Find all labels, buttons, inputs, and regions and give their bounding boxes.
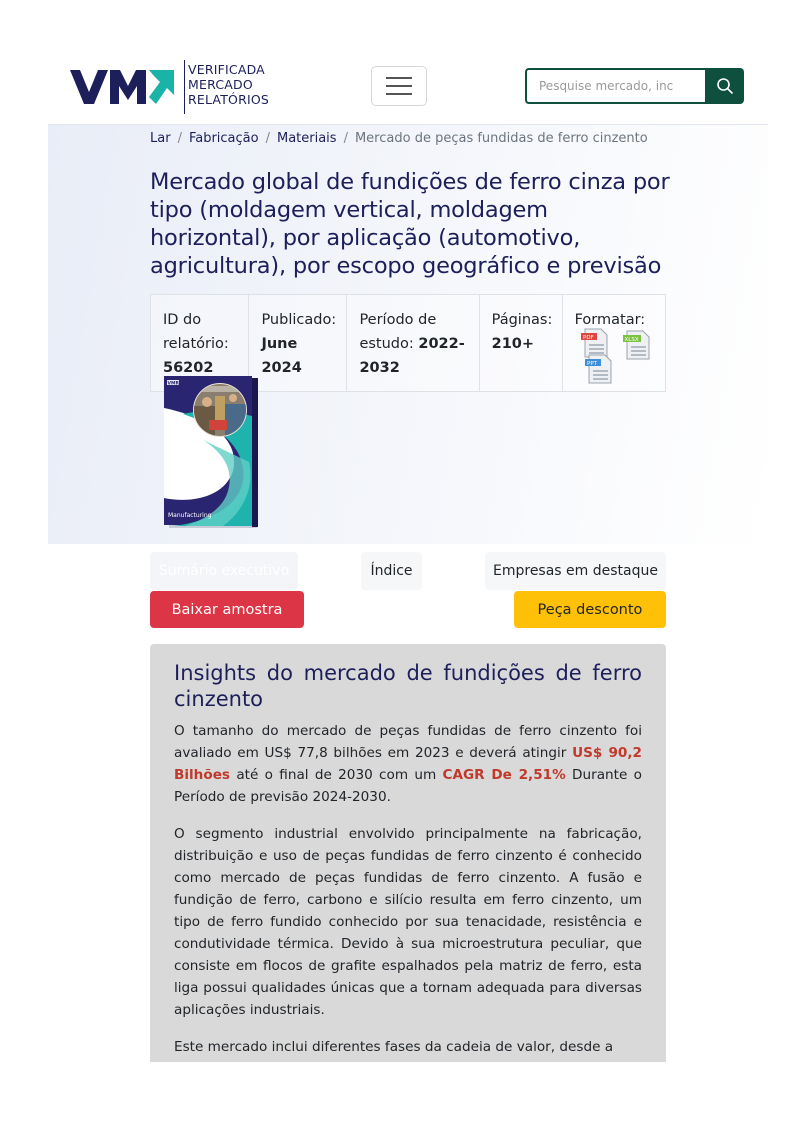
cover-caption: Manufacturing [168, 512, 212, 519]
search-input[interactable] [525, 68, 707, 104]
vmr-logo-icon [70, 70, 174, 104]
insights-heading: Insights do mercado de fundições de ferro cinzento [174, 661, 642, 711]
insights-paragraph-3: Este mercado inclui diferentes fases da cadeia de valor, desde a [174, 1039, 614, 1055]
search-form [525, 68, 744, 104]
published-label: Publicado: [261, 312, 337, 328]
breadcrumb-materials[interactable]: Materiais [276, 131, 337, 146]
site-logo[interactable] [70, 60, 270, 114]
insights-p1-text-a: O tamanho do mercado de peças fundidas de ferro cinzento foi avaliado em US$ 77,8 bilhões em 2023 e deverá atingir [174, 723, 642, 761]
search-icon [716, 77, 734, 95]
insights-paragraph-1 [174, 720, 642, 808]
cover-logo: VMR [167, 381, 179, 387]
xlsx-label: XLSX [624, 337, 639, 343]
file-format-icons [579, 327, 659, 387]
insights-paragraph-2: O segmento industrial envolvido principalmente na fabricação, distribuição e uso de peças fundidas de ferro cinzento é conhecido como mercado de peças fundidas de ferro cinzento. A fusão e fundição de ferro, carbono e silício resulta em ferro cinzento, um tipo de ferro fundido conhecido por sua tenacidade, resistência e condutividade térmica. Devido à sua microestrutura peculiar, que consiste em flocos de grafite espalhados pela matriz de ferro, esta liga possui qualidades únicas que a tornam adequada para diversas aplicações industriais. [174, 826, 642, 1018]
logo-line-2: MERCADO [188, 77, 253, 92]
pages-label: Páginas: [491, 312, 553, 328]
hamburger-icon [386, 77, 412, 79]
ppt-label: PPT [586, 361, 597, 367]
breadcrumb-home[interactable]: Lar [150, 131, 171, 146]
page-title: Mercado global de fundições de ferro cinza por tipo (moldagem vertical, moldagem horizontal), por aplicação (automotivo, agricultura), por escopo geográfico e previsão [150, 169, 670, 279]
report-id-value: 56202 [163, 360, 214, 376]
site-header [0, 0, 793, 124]
logo-divider [184, 60, 185, 114]
report-cover-image [163, 376, 259, 528]
logo-wordmark [188, 62, 288, 107]
logo-line-3: RELATÓRIOS [188, 92, 270, 107]
pages-value: 210+ [491, 336, 535, 352]
tab-index[interactable]: Índice [361, 552, 422, 590]
pdf-file-icon[interactable] [581, 329, 607, 357]
xlsx-file-icon[interactable] [623, 331, 649, 359]
study-period-cell [347, 295, 479, 391]
format-cell [563, 295, 665, 391]
breadcrumb-manufacturing[interactable]: Fabricação [188, 131, 259, 146]
search-button[interactable] [705, 68, 744, 104]
insights-p1-text-b: até o final de 2030 com um [230, 767, 443, 783]
breadcrumb-separator: / [177, 131, 182, 146]
cagr-highlight: CAGR De 2,51% [442, 767, 566, 783]
tab-featured-companies[interactable]: Empresas em destaque [485, 552, 666, 590]
ppt-file-icon[interactable] [585, 355, 611, 383]
study-period-value: 2022-2032 [359, 336, 465, 376]
published-cell [249, 295, 347, 391]
report-id-label: ID do relatório: [163, 312, 229, 352]
menu-toggle-button[interactable] [371, 66, 427, 106]
study-period-label: Período de estudo: [359, 312, 437, 352]
insights-p1-text-c: Durante o Período de previsão 2024-2030. [174, 767, 642, 805]
request-discount-button[interactable]: Peça desconto [514, 591, 666, 628]
breadcrumb-separator: / [343, 131, 348, 146]
tab-executive-summary[interactable]: Sumário executivo [150, 552, 298, 590]
hamburger-icon-bar [386, 93, 412, 95]
download-sample-button[interactable]: Baixar amostra [150, 591, 304, 628]
market-insights-section [150, 644, 666, 1062]
format-label: Formatar: [574, 312, 646, 328]
pages-cell [480, 295, 563, 391]
published-value: June 2024 [261, 336, 302, 376]
pdf-label: PDF [582, 335, 594, 341]
breadcrumb-separator: / [265, 131, 270, 146]
breadcrumb-current: Mercado de peças fundidas de ferro cinzento [354, 131, 648, 146]
market-value-highlight: US$ 90,2 Bilhões [174, 745, 642, 783]
logo-line-1: VERIFICADA [188, 62, 265, 77]
breadcrumb [150, 131, 648, 146]
hamburger-icon-bar [386, 85, 412, 87]
